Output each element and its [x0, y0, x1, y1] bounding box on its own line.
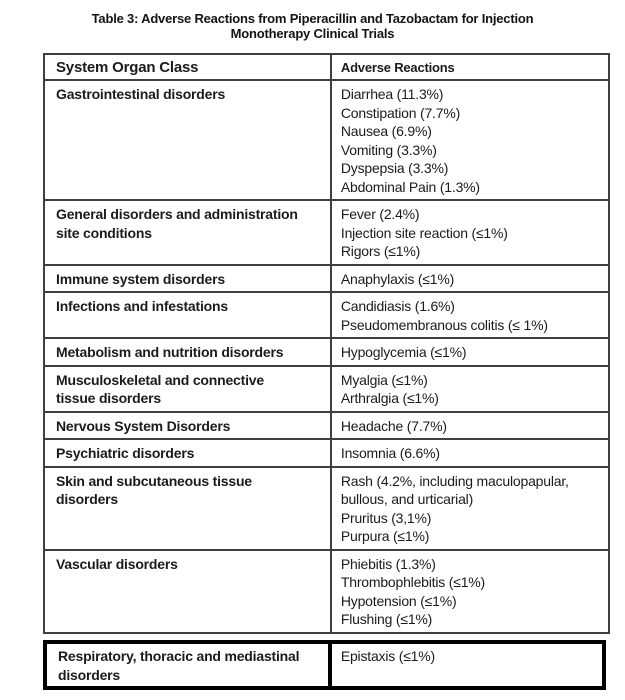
table-row	[45, 291, 608, 337]
soc-line: Musculoskeletal and connective	[56, 371, 264, 388]
soc-line: Metabolism and nutrition disorders	[56, 344, 284, 360]
reactions-cell	[330, 468, 608, 549]
reaction-line: Nausea (6.9%)	[340, 123, 432, 139]
soc-line: Vascular disorders	[56, 555, 178, 572]
adverse-reactions-table	[43, 53, 610, 634]
soc-line: General disorders and administration	[56, 206, 298, 222]
highlighted-table-row-respiratory	[43, 640, 606, 690]
reaction-line: Dyspepsia (3.3%)	[340, 160, 449, 176]
soc-cell	[45, 413, 330, 439]
reaction-line: Thrombophlebitis (≤1%)	[340, 574, 485, 590]
reaction-line: Myalgia (≤1%)	[340, 371, 428, 388]
table-row	[45, 199, 608, 264]
soc-cell	[45, 367, 330, 411]
reaction-line: Purpura (≤1%)	[340, 528, 430, 544]
table-row	[45, 438, 608, 466]
reaction-line: Constipation (7.7%)	[340, 104, 461, 121]
reactions-cell	[330, 201, 608, 264]
table-caption-line1: Table 3: Adverse Reactions from Piperacillin and Tazobactam for Injection	[91, 11, 534, 26]
soc-line: Nervous System Disorders	[56, 417, 231, 434]
reaction-line: Anaphylaxis (≤1%)	[340, 270, 455, 287]
reaction-line: Diarrhea (11.3%)	[340, 86, 444, 102]
reaction-line: Candidiasis (1.6%)	[340, 298, 455, 314]
reaction-line: Hypoglycemia (≤1%)	[340, 344, 467, 360]
soc-cell	[45, 551, 330, 632]
reaction-line: bullous, and urticarial)	[340, 491, 474, 507]
header-cell-adverse-reactions: Adverse Reactions	[330, 55, 608, 79]
soc-cell	[45, 266, 330, 292]
reactions-cell	[330, 367, 608, 411]
table-row	[45, 79, 608, 199]
reaction-line: Hypotension (≤1%)	[340, 592, 457, 609]
soc-cell	[45, 201, 330, 264]
table-row	[45, 411, 608, 439]
table-row	[45, 365, 608, 411]
reactions-cell	[330, 266, 608, 292]
soc-line: tissue disorders	[56, 390, 161, 406]
reaction-line: Insomnia (6.6%)	[340, 445, 440, 461]
soc-line: site conditions	[56, 224, 152, 241]
table-row	[45, 337, 608, 365]
reaction-line: Rash (4.2%, including maculopapular,	[340, 472, 569, 489]
table-header-row	[45, 55, 608, 79]
table-caption	[0, 11, 625, 41]
table-row	[45, 466, 608, 549]
reaction-line: Fever (2.4%)	[340, 206, 420, 222]
reaction-line: Rigors (≤1%)	[340, 243, 421, 259]
soc-cell	[45, 339, 330, 365]
reactions-cell	[330, 440, 608, 466]
table-caption-line2: Monotherapy Clinical Trials	[230, 26, 395, 41]
soc-cell	[45, 81, 330, 199]
table-body	[45, 79, 608, 632]
soc-line: Skin and subcutaneous tissue	[56, 472, 252, 489]
reaction-line: Headache (7.7%)	[340, 417, 447, 434]
reactions-cell	[330, 551, 608, 632]
reaction-line: Phiebitis (1.3%)	[340, 555, 436, 572]
table-row	[45, 264, 608, 292]
reaction-line: Vomiting (3.3%)	[340, 141, 437, 158]
soc-line: Gastrointestinal disorders	[56, 86, 226, 102]
table-row	[45, 549, 608, 632]
reactions-cell	[330, 413, 608, 439]
reactions-cell	[330, 81, 608, 199]
reaction-line: Pseudomembranous colitis (≤ 1%)	[340, 316, 548, 333]
reaction-line: Injection site reaction (≤1%)	[340, 224, 508, 241]
soc-cell	[45, 293, 330, 337]
reactions-cell	[330, 339, 608, 365]
reaction-line: Arthralgia (≤1%)	[340, 390, 439, 406]
header-cell-system-organ-class: System Organ Class	[56, 59, 199, 76]
reactions-cell	[330, 293, 608, 337]
reactions-cell: Epistaxis (≤1%)	[328, 644, 602, 686]
reaction-line: Flushing (≤1%)	[340, 611, 433, 627]
soc-cell	[45, 440, 330, 466]
soc-line: Infections and infestations	[56, 298, 228, 314]
soc-cell: Respiratory, thoracic and mediastinal disorders	[58, 648, 300, 683]
soc-cell	[45, 468, 330, 549]
soc-line: Psychiatric disorders	[56, 445, 195, 461]
soc-line: Immune system disorders	[56, 270, 225, 287]
soc-line: disorders	[56, 491, 118, 507]
reaction-line: Abdominal Pain (1.3%)	[340, 178, 480, 195]
reaction-line: Pruritus (3,1%)	[340, 509, 432, 526]
